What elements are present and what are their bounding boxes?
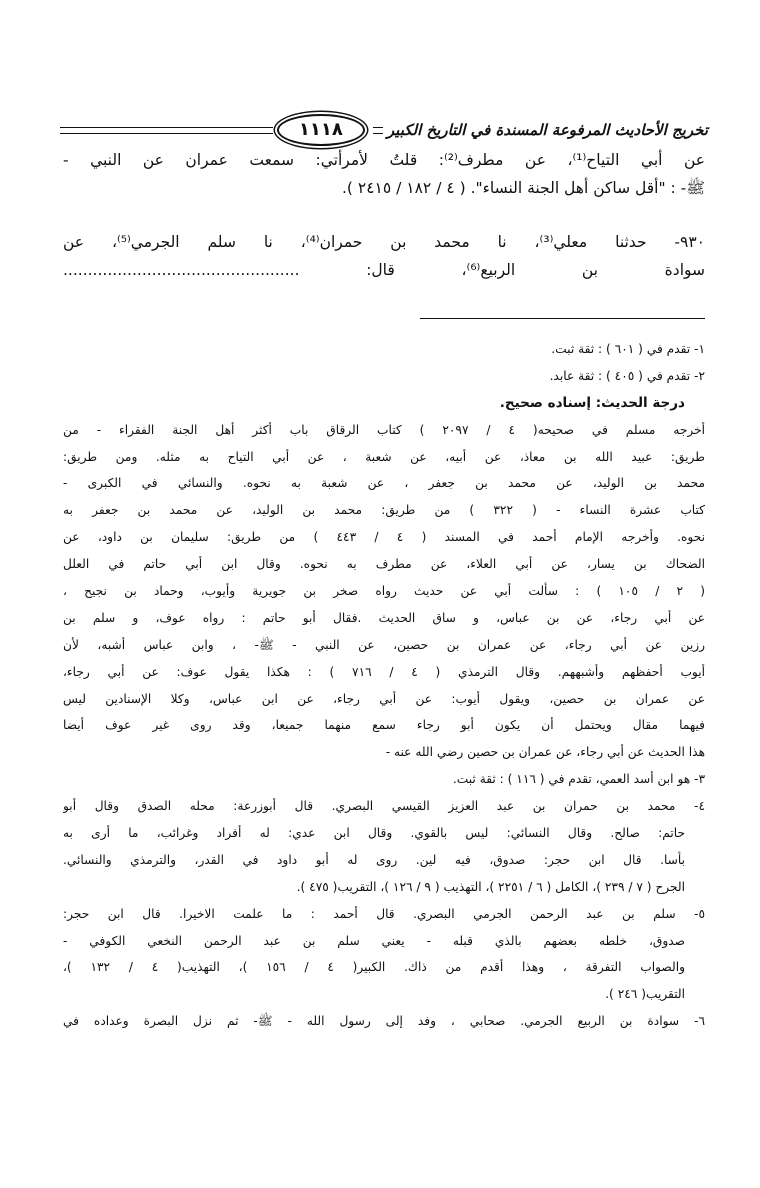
footnote-line: حاتم: صالح. وقال النسائي: ليس بالقوي. وقال ابن عدي: له أفراد وغرائب، ما أرى به [63,826,685,841]
page-number: ١١١٨ [277,114,365,146]
header-rule [373,127,383,134]
running-header [60,112,708,148]
footnote-line: ٤- محمد بن حمران بن عبد العزيز القيسي البصري. قال أبوزرعة: محله الصدق وقال أبو [63,799,705,814]
footnotes [63,336,705,1035]
footnote-line: محمد بن الوليد، عن محمد بن جعفر ، عن شعبة به نحوه. والنسائي في الكبرى - [63,476,705,491]
header-rule [60,127,273,134]
footnote-line: والصواب التفرقة ، وهذا أقدم من ذاك. الكبير( ٤ / ١٥٦ )، التهذيب( ٤ / ١٣٢ )، [63,960,685,975]
footnote-separator [420,318,705,319]
hadith-930 [63,228,705,284]
footnote-line: بأسا. قال ابن حجر: صدوق، فيه لين. روى له أبو داود في القدر، والترمذي والنسائي. [63,852,685,867]
footnote-line: صدوق، خلطه بعضهم بالذي قبله - يعني سلم بن عبد الرحمن النخعي الكوفي - [63,933,685,948]
main-line: عن أبي التياح⁽¹⁾، عن مطرف⁽²⁾: قلتُ لأمرأتي: سمعت عمران عن النبي - [63,151,705,169]
footnote-line: كتاب عشرة النساء - ( ٣٢٢ ) من طريق: محمد بن الوليد، عن محمد بن جعفر به [63,503,705,518]
footnote-line: طريق: عبيد الله بن معاذ، عن أبيه، عن شعبة ، عن أبي التياح به مثله. ومن طريق: [63,449,705,464]
footnote-line: عن عمران بن حصين، ويقول أيوب: عن أبي رجاء، عن ابن عباس، وكلا الإسنادين ليس [63,691,705,706]
footnote-line: الجرح ( ٧ / ٢٣٩ )، الكامل ( ٦ / ٢٢٥١ )، التهذيب ( ٩ / ١٢٦ )، التقريب( ٤٧٥ ). [296,879,685,894]
book-title: تخريج الأحاديث المرفوعة المسندة في التاريخ الكبير [386,121,708,139]
main-text [63,146,705,202]
footnote-line: أيوب أحفظهم وأشبههم. وقال الترمذي ( ٤ / ٧١٦ ) : هكذا يقول عوف: عن أبي رجاء، [63,664,705,679]
hadith-grade: درجة الحديث: إسناده صحيح. [499,394,685,411]
footnote-line: ٢- تقدم في ( ٤٠٥ ) : ثقة عابد. [549,368,705,383]
footnote-line: عن أبي رجاء، عن بن عباس، و ساق الحديث .فقال أبو حاتم : رواه عوف، و سلم بن [63,610,705,625]
main-line: سوادة بن الربيع⁽⁶⁾، قال: ................................................ [63,261,705,279]
main-line: ٩٣٠- حدثنا معلي⁽³⁾، نا محمد بن حمران⁽⁴⁾، نا سلم الجرمي⁽⁵⁾، عن [63,233,705,251]
footnote-line: أخرجه مسلم في صحيحه( ٤ / ٢٠٩٧ ) كتاب الرقاق باب أكثر أهل الجنة الفقراء - من [63,422,705,437]
footnote-line: ٣- هو ابن أسد العمي، تقدم في ( ١١٦ ) : ثقة ثبت. [452,772,705,787]
footnote-line: التقريب( ٢٤٦ ). [605,987,685,1002]
footnote-line: رزين عن أبي رجاء، عن عمران بن حصين، عن النبي - ﷺ- ، وابن عباس أشبه، لأن [63,637,705,652]
footnote-line: نحوه. وأخرجه الإمام أحمد في المسند ( ٤ / ٤٤٣ ) من طريق: سليمان بن داود، عن [63,530,705,545]
main-line: ﷺ- : "أقل ساكن أهل الجنة النساء". ( ٤ / ١٨٢ / ٢٤١٥ ). [341,179,705,197]
footnote-line: ٦- سوادة بن الربيع الجرمي. صحابي ، وفد إلى رسول الله - ﷺ- ثم نزل البصرة وعداده في [63,1014,705,1029]
footnote-line: الضحاك بن يسار، عن أبي العلاء، عن مطرف به نحوه. وقال ابن أبي حاتم في العلل [63,557,705,572]
footnote-line: ١- تقدم في ( ٦٠١ ) : ثقة ثبت. [551,342,705,356]
footnote-line: ٥- سلم بن عبد الرحمن الجرمي البصري. قال أحمد : ما علمت الاخيرا. قال ابن حجر: [63,906,705,921]
footnote-line: ( ٢ / ١٠٥ ) : سألت أبي عن حديث رواه صخر بن جويرية وأيوب، وحماد بن نجيح ، [63,584,705,599]
footnote-line: فيهما مقال ويحتمل أن يكون أبو رجاء سمع منهما جميعا، وقد روى غير عوف أيضا [63,718,705,733]
footnote-line: هذا الحديث عن أبي رجاء، عن عمران بن حصين رضي الله عنه - [385,745,705,760]
